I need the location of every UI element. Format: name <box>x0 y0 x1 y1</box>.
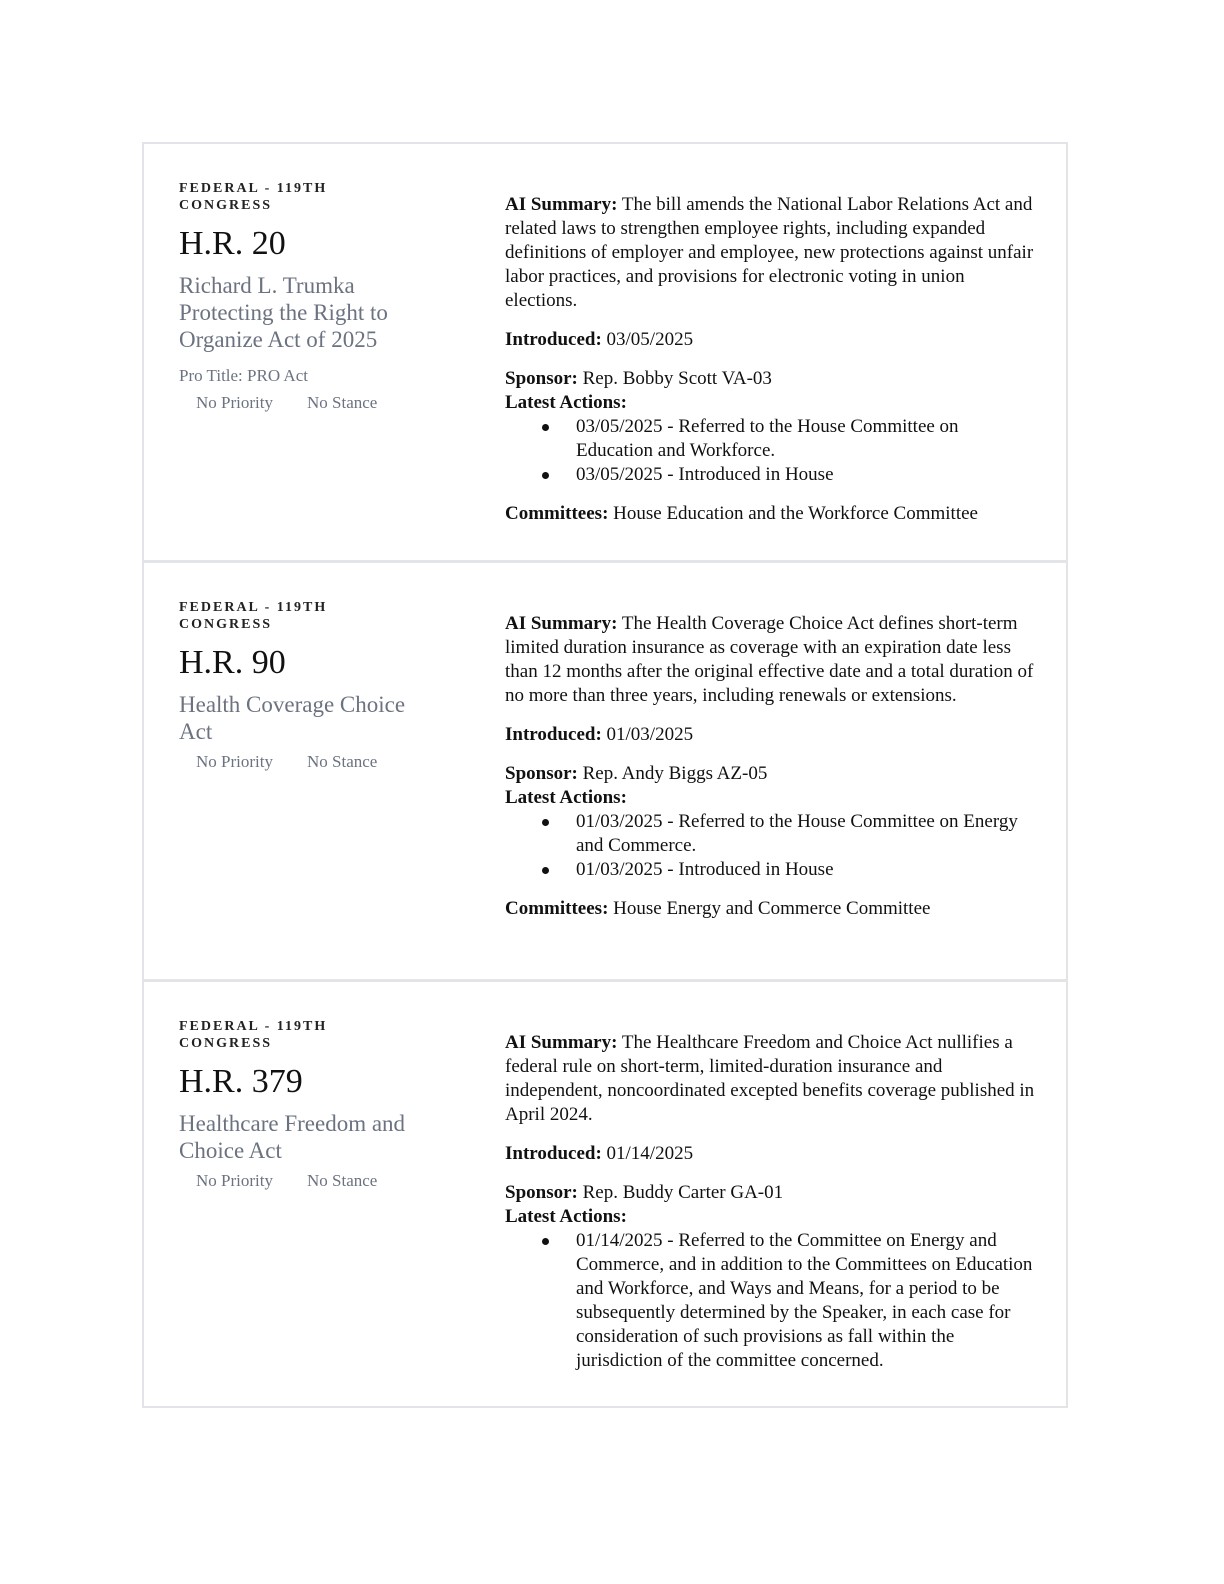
committees <box>505 897 1040 921</box>
introduced-value: 03/05/2025 <box>606 329 694 350</box>
introduced-value: 01/03/2025 <box>606 724 694 745</box>
introduced-label: Introduced: <box>505 1143 602 1164</box>
sponsor <box>505 367 1040 391</box>
jurisdiction-label: FEDERAL - 119TH CONGRESS <box>179 600 328 632</box>
bill-card <box>144 982 1066 1406</box>
ai-summary <box>505 1031 1040 1127</box>
sponsor-value: Rep. Andy Biggs AZ-05 <box>582 763 768 784</box>
ai-summary-text: The Healthcare Freedom and Choice Act nullifies a federal rule on short-term, limited-duration insurance and independent, noncoordinated excepted benefits coverage published in April 2024. <box>505 1032 1035 1125</box>
introduced-label: Introduced: <box>505 329 602 350</box>
stance-tag[interactable]: No Stance <box>306 1171 378 1190</box>
bill-header <box>179 599 429 772</box>
jurisdiction-label: FEDERAL - 119TH CONGRESS <box>179 1019 328 1051</box>
bill-card <box>144 563 1066 982</box>
jurisdiction-label: FEDERAL - 119TH CONGRESS <box>179 181 328 213</box>
bill-number[interactable]: H.R. 379 <box>179 1063 303 1100</box>
ai-summary <box>505 193 1040 313</box>
bill-tags <box>179 752 429 772</box>
bill-number[interactable]: H.R. 20 <box>179 225 286 262</box>
committees-value: House Education and the Workforce Committee <box>613 503 978 524</box>
stance-tag[interactable]: No Stance <box>306 393 378 412</box>
bill-number[interactable]: H.R. 90 <box>179 644 286 681</box>
bill-header <box>179 1018 429 1191</box>
introduced-label: Introduced: <box>505 724 602 745</box>
bill-header <box>179 180 429 413</box>
list-item: 01/03/2025 - Referred to the House Committee on Energy and Commerce. <box>505 810 1040 858</box>
ai-summary-label: AI Summary: <box>505 194 618 215</box>
ai-summary-text: The Health Coverage Choice Act defines short-term limited duration insurance as coverage with an expiration date less than 12 months after the original effective date and a total duration of no more than three years, including renewals or extensions. <box>505 613 1034 706</box>
priority-tag[interactable]: No Priority <box>196 1171 273 1190</box>
introduced-date <box>505 1142 1040 1166</box>
latest-actions-label: Latest Actions: <box>505 787 627 808</box>
list-item: 01/03/2025 - Introduced in House <box>505 858 1040 882</box>
ai-summary <box>505 612 1040 708</box>
list-item: 01/14/2025 - Referred to the Committee on Energy and Commerce, and in addition to the Committees on Education and Workforce, and Ways and Means, for a period to be subsequently determined by the Speaker, in each case for consideration of such provisions as fall within the jurisdiction of the committee concerned. <box>505 1229 1040 1373</box>
list-item: 03/05/2025 - Introduced in House <box>505 463 1040 487</box>
priority-tag[interactable]: No Priority <box>196 393 273 412</box>
bill-details <box>505 193 1040 526</box>
sponsor-label: Sponsor: <box>505 763 578 784</box>
committees <box>505 502 1040 526</box>
latest-actions-label: Latest Actions: <box>505 1206 627 1227</box>
latest-actions-label: Latest Actions: <box>505 392 627 413</box>
ai-summary-label: AI Summary: <box>505 613 618 634</box>
latest-actions-list <box>505 810 1040 882</box>
ai-summary-text: The bill amends the National Labor Relations Act and related laws to strengthen employee rights, including expanded definitions of employer and employee, new protections against unfair labor practices, and provisions for electronic voting in union elections. <box>505 194 1034 311</box>
priority-tag[interactable]: No Priority <box>196 752 273 771</box>
latest-actions-list <box>505 415 1040 487</box>
sponsor <box>505 762 1040 786</box>
bill-details <box>505 1031 1040 1373</box>
committees-label: Committees: <box>505 503 609 524</box>
bill-card <box>144 144 1066 563</box>
bill-tags <box>179 393 429 413</box>
introduced-date <box>505 723 1040 747</box>
introduced-value: 01/14/2025 <box>606 1143 694 1164</box>
bill-title[interactable]: Health Coverage Choice Act <box>179 692 406 744</box>
sponsor <box>505 1181 1040 1205</box>
sponsor-label: Sponsor: <box>505 1182 578 1203</box>
introduced-date <box>505 328 1040 352</box>
bill-title[interactable]: Healthcare Freedom and Choice Act <box>179 1111 406 1163</box>
committees-value: House Energy and Commerce Committee <box>613 898 931 919</box>
list-item: 03/05/2025 - Referred to the House Committee on Education and Workforce. <box>505 415 1040 463</box>
bill-title[interactable]: Richard L. Trumka Protecting the Right to Organize Act of 2025 <box>179 273 388 352</box>
pro-title: Pro Title: PRO Act <box>179 366 308 385</box>
ai-summary-label: AI Summary: <box>505 1032 618 1053</box>
committees-label: Committees: <box>505 898 609 919</box>
stance-tag[interactable]: No Stance <box>306 752 378 771</box>
sponsor-value: Rep. Buddy Carter GA-01 <box>582 1182 784 1203</box>
bill-details <box>505 612 1040 921</box>
latest-actions-list <box>505 1229 1040 1373</box>
sponsor-value: Rep. Bobby Scott VA-03 <box>582 368 772 389</box>
sponsor-label: Sponsor: <box>505 368 578 389</box>
bill-list <box>142 142 1068 1408</box>
bill-tags <box>179 1171 429 1191</box>
